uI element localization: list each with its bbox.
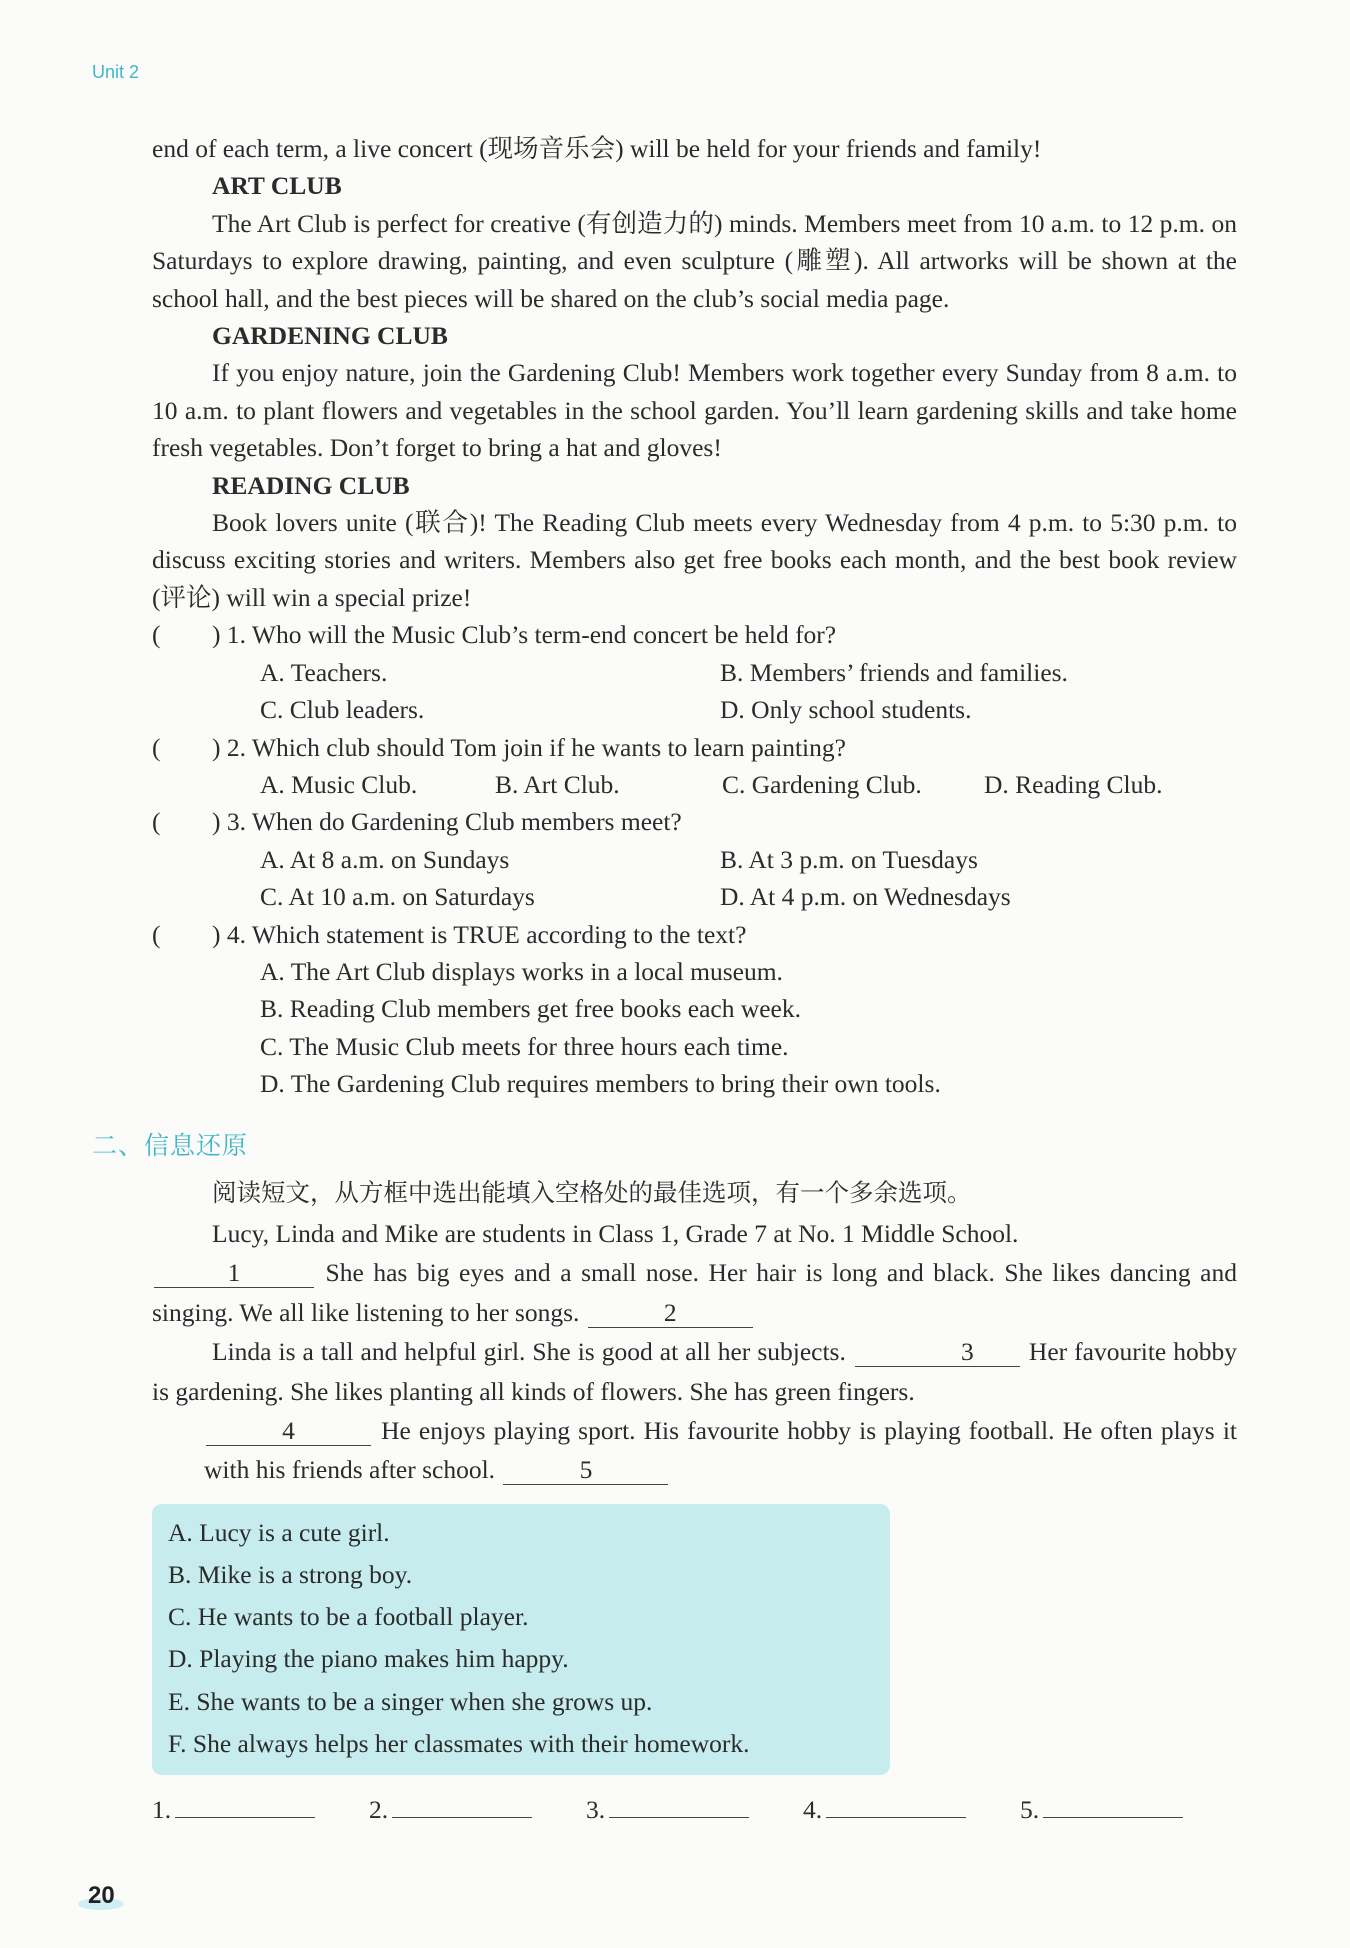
option-d: D. At 4 p.m. on Wednesdays (720, 882, 1011, 912)
blank-2[interactable]: 2 (588, 1299, 753, 1328)
box-option-e: E. She wants to be a singer when she grows up. (168, 1686, 653, 1716)
box-option-b: B. Mike is a strong boy. (168, 1560, 413, 1590)
page-content (92, 130, 1237, 1828)
options-box (152, 1504, 890, 1775)
passage-text: Her favourite hobby is gardening. She likes planting all kinds of flowers. She has green fingers. (152, 1337, 1237, 1406)
answer-slot-1: 1. (152, 1791, 369, 1828)
blank-4[interactable]: 4 (206, 1417, 371, 1446)
answer-line[interactable] (175, 1791, 315, 1818)
reading-club-title: READING CLUB (212, 470, 410, 500)
option-a: A. At 8 a.m. on Sundays (260, 844, 510, 874)
option-d: D. Reading Club. (984, 769, 1163, 799)
blank-5[interactable]: 5 (503, 1456, 668, 1485)
answer-slot-5: 5. (1020, 1791, 1237, 1828)
passage (152, 1214, 1237, 1490)
passage-paragraph-mike (152, 1411, 1237, 1490)
box-option-c: C. He wants to be a football player. (168, 1602, 529, 1632)
option-d: D. The Gardening Club requires members to bring their own tools. (260, 1069, 941, 1099)
option-c: C. Club leaders. (260, 695, 425, 725)
option-d: D. Only school students. (720, 695, 972, 725)
answer-line[interactable] (609, 1791, 749, 1818)
option-a: A. Teachers. (260, 657, 388, 687)
option-a: A. The Art Club displays works in a local museum. (260, 956, 783, 986)
section-title: 二、信息还原 (92, 1130, 249, 1160)
options-grid (152, 654, 1237, 729)
music-club-ending: end of each term, a live concert (现场音乐会) will be held for your friends and family! (152, 134, 1042, 163)
answer-slot-2: 2. (369, 1791, 586, 1828)
blank-1[interactable]: 1 (154, 1259, 314, 1288)
question-stem: ) 3. When do Gardening Club members meet? (212, 807, 682, 837)
passage-text: Linda is a tall and helpful girl. She is good at all her subjects. (212, 1337, 853, 1367)
section-instruction: 阅读短文，从方框中选出能填入空格处的最佳选项，有一个多余选项。 (212, 1177, 972, 1207)
box-option-d: D. Playing the piano makes him happy. (168, 1644, 569, 1674)
unit-label: Unit 2 (92, 62, 140, 82)
option-b: B. Members’ friends and families. (720, 657, 1068, 687)
option-b: B. At 3 p.m. on Tuesdays (720, 844, 978, 874)
question-stem: ) 2. Which club should Tom join if he wants to learn painting? (212, 732, 846, 762)
gardening-club-body: If you enjoy nature, join the Gardening Club! Members work together every Sunday from 8 a.m. to 10 a.m. to plant flowers and vegetables in the school garden. You’ll learn gardening skills and take home fresh vegetables. Don’t forget to bring a hat and gloves! (152, 358, 1237, 463)
question-4 (152, 916, 1237, 1103)
option-b: B. Reading Club members get free books each week. (260, 994, 802, 1024)
page-number: 20 (88, 1882, 115, 1909)
passage-intro: Lucy, Linda and Mike are students in Class 1, Grade 7 at No. 1 Middle School. (212, 1218, 1019, 1248)
box-option-f: F. She always helps her classmates with their homework. (168, 1728, 750, 1758)
answer-slot-4: 4. (803, 1791, 1020, 1828)
answer-line[interactable] (1043, 1791, 1183, 1818)
option-c: C. The Music Club meets for three hours each time. (260, 1031, 789, 1061)
blank-3[interactable]: 3 (855, 1338, 1020, 1367)
answer-row (152, 1791, 1237, 1828)
box-option-a: A. Lucy is a cute girl. (168, 1517, 390, 1547)
option-a: A. Music Club. (260, 769, 418, 799)
question-stem: ) 4. Which statement is TRUE according to the text? (212, 919, 747, 949)
passage-text: He enjoys playing sport. His favourite hobby is playing football. He often plays it with his friends after school. (204, 1416, 1237, 1485)
option-c: C. Gardening Club. (722, 769, 922, 799)
passage-paragraph-lucy (152, 1253, 1237, 1332)
question-1 (152, 616, 1237, 728)
passage-text: She has big eyes and a small nose. Her hair is long and black. She likes dancing and singing. We all like listening to her songs. (152, 1258, 1237, 1327)
art-club-body: The Art Club is perfect for creative (有创造力的) minds. Members meet from 10 a.m. to 12 p.m. on Saturdays to explore drawing, painting, and even sculpture (雕塑). All artworks will be shown at the school hall, and the best pieces will be shared on the club’s social media page. (152, 208, 1237, 313)
options-list (152, 953, 1237, 1103)
options-grid (152, 841, 1237, 916)
answer-line[interactable] (392, 1791, 532, 1818)
answer-line[interactable] (826, 1791, 966, 1818)
question-3 (152, 803, 1237, 915)
question-2 (152, 729, 1237, 804)
answer-paren[interactable]: ( (152, 620, 161, 650)
question-stem: ) 1. Who will the Music Club’s term-end concert be held for? (212, 620, 837, 650)
answer-paren[interactable]: ( (152, 732, 161, 762)
art-club-title: ART CLUB (212, 171, 342, 201)
option-b: B. Art Club. (495, 769, 620, 799)
option-c: C. At 10 a.m. on Saturdays (260, 882, 535, 912)
options-row (152, 766, 1237, 803)
answer-paren[interactable]: ( (152, 919, 161, 949)
gardening-club-title: GARDENING CLUB (212, 321, 448, 351)
reading-club-body: Book lovers unite (联合)! The Reading Club meets every Wednesday from 4 p.m. to 5:30 p.m. to discuss exciting stories and writers. Members also get free books each month, and the best book review (评论) will win a special prize! (152, 508, 1237, 612)
answer-paren[interactable]: ( (152, 807, 161, 837)
answer-slot-3: 3. (586, 1791, 803, 1828)
passage-paragraph-linda (152, 1332, 1237, 1411)
